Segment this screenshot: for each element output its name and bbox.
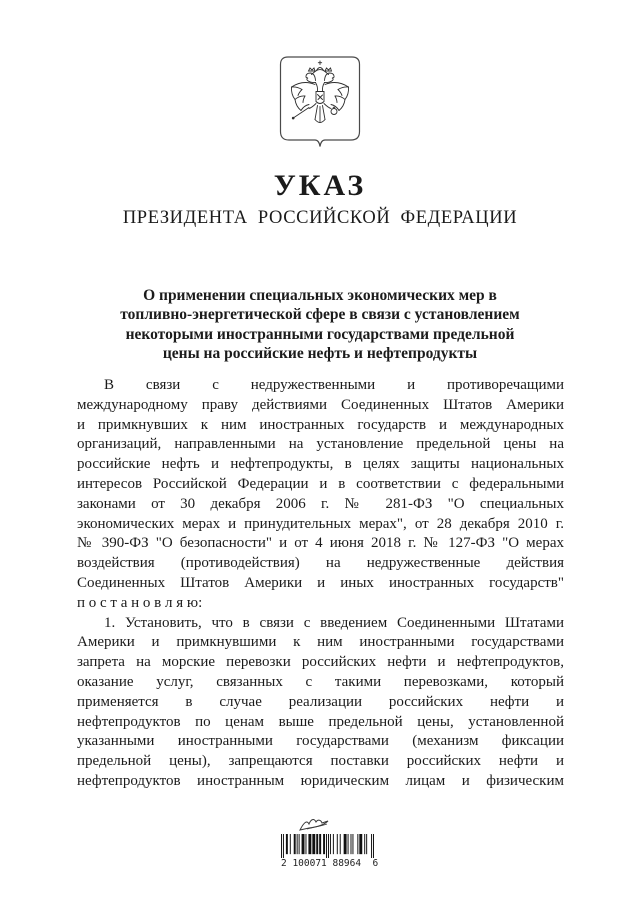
body-line: воздействия (противодействия) на недружественные действия [77, 555, 564, 572]
subject-line: некоторыми иностранными государствами предельной [125, 325, 515, 343]
body-line: нефтепродуктов по ценам выше предельной цены, установленной [77, 713, 564, 730]
body-line: и примкнувших к ним иностранных государств и международных [77, 416, 564, 433]
body-line: запрета на морские перевозки российских нефти и нефтепродуктов, [77, 654, 564, 671]
body-line: оказание услуг, связанных с такими перевозками, который [77, 673, 564, 690]
handwritten-paraph-icon [297, 816, 333, 834]
body-line: Америки и примкнувшими к ним иностранными государствами [77, 634, 564, 651]
decree-subject-heading [70, 286, 570, 363]
body-line-resolution: п о с т а н о в л я ю: [77, 594, 203, 611]
body-line: Соединенных Штатов Америки и иных иностранных государств" [77, 574, 564, 591]
subject-line: цены на российские нефть и нефтепродукты [162, 344, 478, 362]
body-line: № 390-ФЗ "О безопасности" и от 4 июня 2018 г. № 127-ФЗ "О мерах [77, 535, 564, 552]
subject-line: О применении специальных экономических мер в [143, 287, 497, 304]
document-type-title: УКАЗ [273, 169, 367, 202]
russian-coat-of-arms-icon [279, 55, 361, 153]
coat-of-arms [279, 55, 361, 153]
body-line: законами от 30 декабря 2006 г. № 281-ФЗ "О специальных [77, 495, 564, 512]
body-line: нефтепродуктов иностранным юридическим лицам и физическим [77, 772, 564, 789]
barcode [281, 834, 379, 870]
body-line: В связи с недружественными и противоречащими [104, 377, 564, 393]
body-line: международному праву действиями Соединенных Штатов Америки [77, 396, 564, 413]
body-line: 1. Установить, что в связи с введением Соединенными Штатами [104, 614, 564, 631]
issuer-title: ПРЕЗИДЕНТА РОССИЙСКОЙ ФЕДЕРАЦИИ [122, 208, 518, 228]
body-line: предельной цены), запрещаются поставки российских нефти и [77, 753, 564, 770]
body-line: организаций, направленными на установление предельной цены на [77, 436, 564, 453]
body-line: указанными иностранными государствами (механизм фиксации [77, 733, 564, 750]
body-line: российские нефть и нефтепродукты, в целях защиты национальных [77, 456, 564, 473]
barcode-icon [281, 834, 374, 858]
body-line: экономических мерах и принудительных мерах", от 28 декабря 2010 г. [77, 515, 564, 532]
decree-body [77, 376, 564, 792]
body-line: интересов Российской Федерации и в соответствии с федеральными [77, 475, 564, 492]
subject-line: топливно-энергетической сфере в связи с установлением [120, 306, 520, 324]
body-line: применяется в случае реализации российских нефти и [77, 693, 564, 710]
barcode-number: 2 100071 88964 6 [281, 858, 379, 869]
